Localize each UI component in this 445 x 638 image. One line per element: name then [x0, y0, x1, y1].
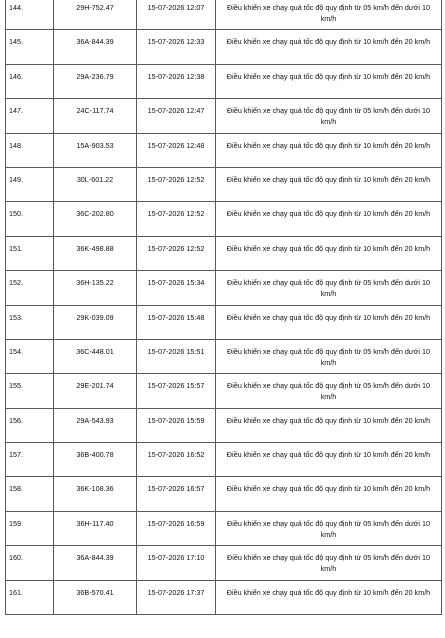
table-row [6, 339, 442, 373]
violation-time: 15-07-2026 15:51 [137, 339, 216, 373]
row-index: 160. [6, 546, 54, 580]
row-index: 154. [6, 339, 54, 373]
license-plate: 36A-844.39 [54, 546, 137, 580]
violation-time: 15-07-2026 12:52 [137, 202, 216, 236]
violations-table [5, 0, 442, 615]
violation-time: 15-07-2026 17:37 [137, 580, 216, 614]
violation-time: 15-07-2026 17:10 [137, 546, 216, 580]
row-index: 152. [6, 271, 54, 305]
violation-time: 15-07-2026 12:38 [137, 64, 216, 98]
violation-description: Điều khiển xe chạy quá tốc độ quy định từ 10 km/h đến 20 km/h [216, 30, 442, 64]
table-row [6, 408, 442, 442]
row-index: 146. [6, 64, 54, 98]
table-row [6, 99, 442, 133]
table-row [6, 305, 442, 339]
violation-time: 15-07-2026 16:57 [137, 477, 216, 511]
violation-description: Điều khiển xe chạy quá tốc độ quy định từ 10 km/h đến 20 km/h [216, 133, 442, 167]
violation-time: 15-07-2026 16:59 [137, 511, 216, 545]
violations-table-body [6, 0, 442, 615]
table-row [6, 477, 442, 511]
violation-description: Điều khiển xe chạy quá tốc độ quy định từ 05 km/h đến dưới 10 km/h [216, 339, 442, 373]
violation-description: Điều khiển xe chạy quá tốc độ quy định từ 05 km/h đến dưới 10 km/h [216, 99, 442, 133]
table-row [6, 236, 442, 270]
violation-description: Điều khiển xe chạy quá tốc độ quy định từ 10 km/h đến 20 km/h [216, 443, 442, 477]
row-index: 155. [6, 374, 54, 408]
license-plate: 29H-752.47 [54, 0, 137, 30]
license-plate: 36B-400.78 [54, 443, 137, 477]
table-row [6, 0, 442, 30]
row-index: 156. [6, 408, 54, 442]
violation-time: 15-07-2026 15:59 [137, 408, 216, 442]
license-plate: 36C-448.01 [54, 339, 137, 373]
violation-description: Điều khiển xe chạy quá tốc độ quy định từ 10 km/h đến 20 km/h [216, 477, 442, 511]
violation-description: Điều khiển xe chạy quá tốc độ quy định từ 05 km/h đến dưới 10 km/h [216, 0, 442, 30]
violation-description: Điều khiển xe chạy quá tốc độ quy định từ 10 km/h đến 20 km/h [216, 580, 442, 614]
violation-description: Điều khiển xe chạy quá tốc độ quy định từ 10 km/h đến 20 km/h [216, 64, 442, 98]
license-plate: 36H-117.40 [54, 511, 137, 545]
license-plate: 36H-135.22 [54, 271, 137, 305]
violation-time: 15-07-2026 12:52 [137, 167, 216, 201]
violation-time: 15-07-2026 16:52 [137, 443, 216, 477]
violation-description: Điều khiển xe chạy quá tốc độ quy định từ 05 km/h đến dưới 10 km/h [216, 546, 442, 580]
violation-description: Điều khiển xe chạy quá tốc độ quy định từ 10 km/h đến 20 km/h [216, 202, 442, 236]
violation-description: Điều khiển xe chạy quá tốc độ quy định từ 05 km/h đến dưới 10 km/h [216, 511, 442, 545]
row-index: 159. [6, 511, 54, 545]
violation-description: Điều khiển xe chạy quá tốc độ quy định từ 10 km/h đến 20 km/h [216, 236, 442, 270]
violation-time: 15-07-2026 15:57 [137, 374, 216, 408]
violation-time: 15-07-2026 12:47 [137, 99, 216, 133]
license-plate: 36B-570.41 [54, 580, 137, 614]
table-row [6, 133, 442, 167]
row-index: 147. [6, 99, 54, 133]
row-index: 150. [6, 202, 54, 236]
table-row [6, 202, 442, 236]
license-plate: 15A-903.53 [54, 133, 137, 167]
row-index: 158. [6, 477, 54, 511]
table-row [6, 546, 442, 580]
table-row [6, 443, 442, 477]
license-plate: 29A-236.79 [54, 64, 137, 98]
violation-time: 15-07-2026 12:07 [137, 0, 216, 30]
table-row [6, 580, 442, 614]
table-row [6, 271, 442, 305]
row-index: 153. [6, 305, 54, 339]
violation-description: Điều khiển xe chạy quá tốc độ quy định từ 10 km/h đến 20 km/h [216, 167, 442, 201]
row-index: 151. [6, 236, 54, 270]
row-index: 148. [6, 133, 54, 167]
violation-description: Điều khiển xe chạy quá tốc độ quy định từ 10 km/h đến 20 km/h [216, 408, 442, 442]
license-plate: 36C-202.80 [54, 202, 137, 236]
row-index: 157. [6, 443, 54, 477]
table-row [6, 167, 442, 201]
license-plate: 36A-844.39 [54, 30, 137, 64]
license-plate: 36K-498.88 [54, 236, 137, 270]
table-row [6, 511, 442, 545]
violation-description: Điều khiển xe chạy quá tốc độ quy định từ 10 km/h đến 20 km/h [216, 305, 442, 339]
row-index: 144. [6, 0, 54, 30]
license-plate: 24C-117.74 [54, 99, 137, 133]
row-index: 149. [6, 167, 54, 201]
violation-description: Điều khiển xe chạy quá tốc độ quy định từ 05 km/h đến dưới 10 km/h [216, 374, 442, 408]
license-plate: 36K-108.36 [54, 477, 137, 511]
license-plate: 29A-543.93 [54, 408, 137, 442]
violation-time: 15-07-2026 12:33 [137, 30, 216, 64]
row-index: 161. [6, 580, 54, 614]
violation-time: 15-07-2026 12:48 [137, 133, 216, 167]
violation-description: Điều khiển xe chạy quá tốc độ quy định từ 05 km/h đến dưới 10 km/h [216, 271, 442, 305]
violation-time: 15-07-2026 12:52 [137, 236, 216, 270]
row-index: 145. [6, 30, 54, 64]
license-plate: 29E-201.74 [54, 374, 137, 408]
violation-time: 15-07-2026 15:34 [137, 271, 216, 305]
table-row [6, 30, 442, 64]
table-row [6, 64, 442, 98]
table-row [6, 374, 442, 408]
license-plate: 30L-601.22 [54, 167, 137, 201]
violation-time: 15-07-2026 15:48 [137, 305, 216, 339]
license-plate: 29K-039.09 [54, 305, 137, 339]
